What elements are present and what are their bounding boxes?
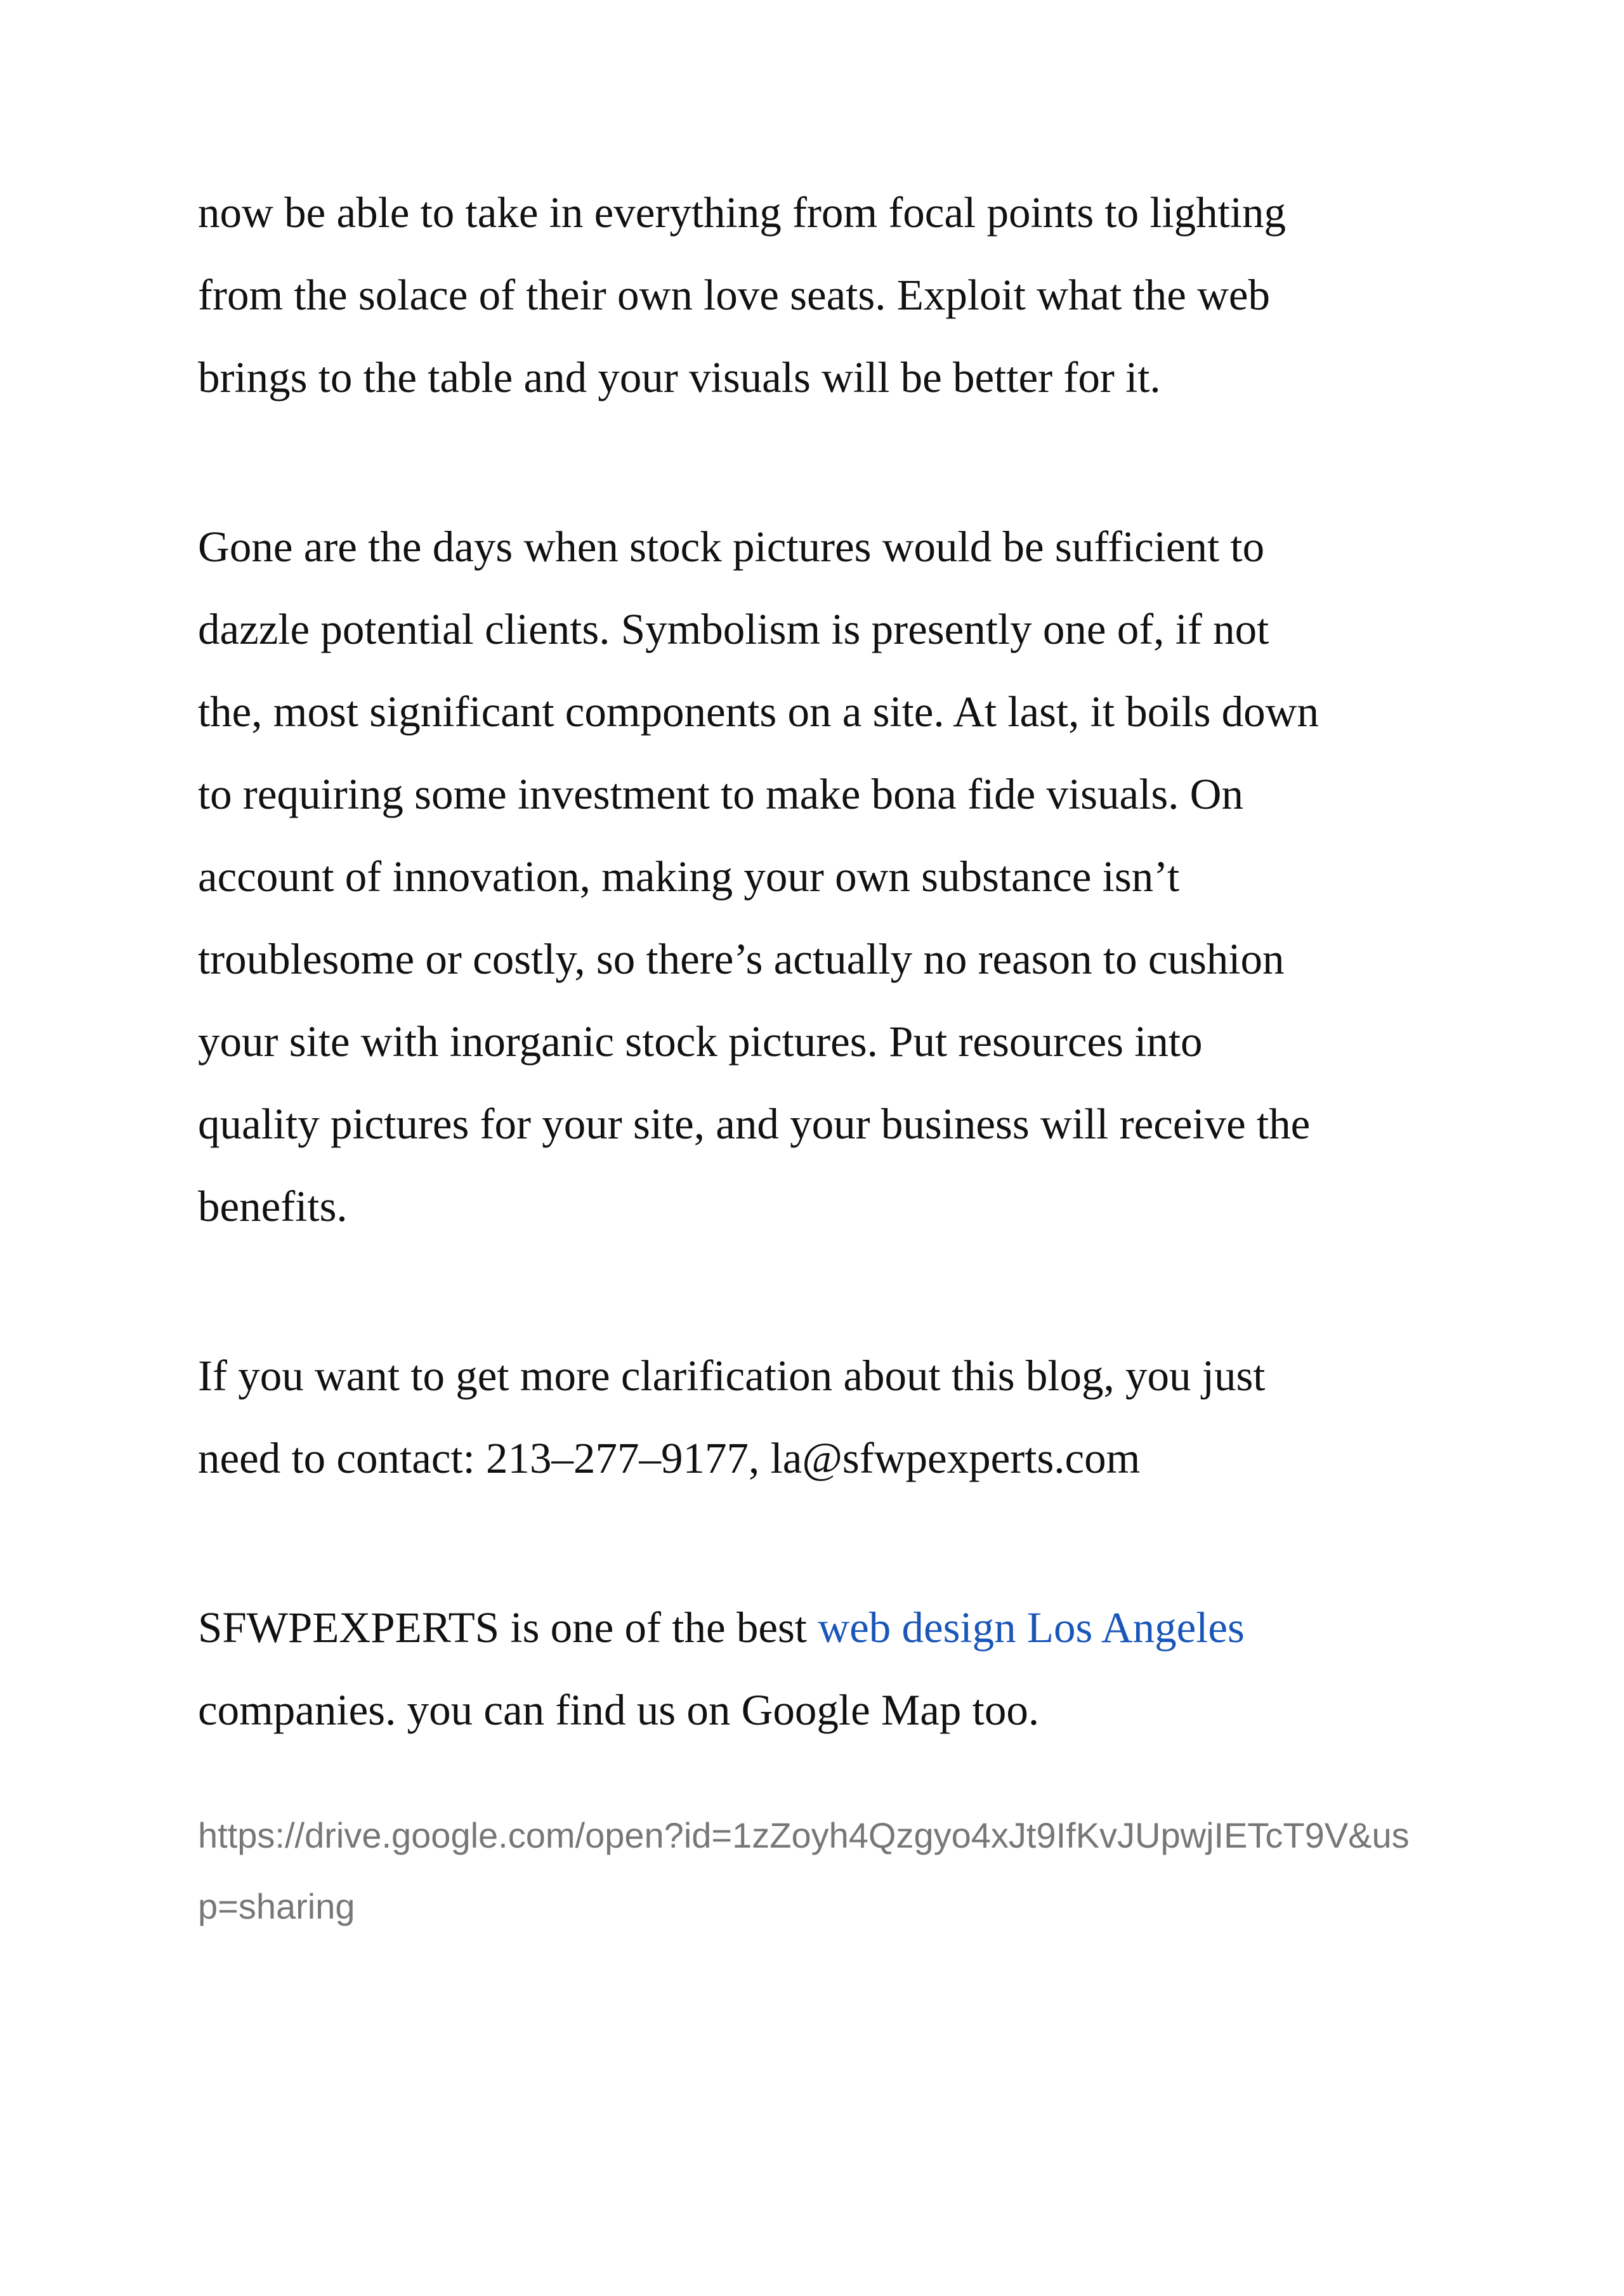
paragraph-stock-pictures	[198, 506, 1467, 1248]
paragraph-company	[198, 1586, 1467, 1751]
web-design-link[interactable]: web design Los Angeles	[818, 1603, 1245, 1652]
text-line: the, most significant components on a site. At last, it boils down	[198, 688, 1320, 736]
text-line: brings to the table and your visuals will be better for it.	[198, 353, 1161, 401]
url-line[interactable]: https://drive.google.com/open?id=1zZoyh4Qzgyo4xJt9IfKvJUpwjIETcT9V&us	[198, 1815, 1410, 1855]
document-content	[198, 171, 1467, 1942]
url-line[interactable]: p=sharing	[198, 1886, 355, 1926]
text-line: benefits.	[198, 1182, 348, 1230]
text-line: from the solace of their own love seats. Exploit what the web	[198, 271, 1271, 319]
text-line: to requiring some investment to make bona fide visuals. On	[198, 770, 1244, 818]
text-line: companies. you can find us on Google Map too.	[198, 1686, 1040, 1734]
text-line: quality pictures for your site, and your business will receive the	[198, 1100, 1311, 1148]
text-line: account of innovation, making your own substance isn’t	[198, 852, 1180, 901]
text-line: your site with inorganic stock pictures. Put resources into	[198, 1017, 1203, 1066]
drive-url[interactable]	[198, 1800, 1467, 1942]
company-text: SFWPEXPERTS is one of the best	[198, 1603, 818, 1652]
text-line: If you want to get more clarification about this blog, you just	[198, 1352, 1266, 1400]
text-line	[198, 1586, 1467, 1669]
text-line: Gone are the days when stock pictures would be sufficient to	[198, 523, 1265, 571]
paragraph-contact	[198, 1334, 1467, 1499]
text-line: troublesome or costly, so there’s actually no reason to cushion	[198, 935, 1285, 983]
text-line: now be able to take in everything from focal points to lighting	[198, 188, 1287, 237]
paragraph-photography-web	[198, 171, 1467, 419]
text-line: dazzle potential clients. Symbolism is presently one of, if not	[198, 605, 1269, 653]
contact-line: need to contact: 213–277–9177, la@sfwpexperts.com	[198, 1434, 1141, 1482]
